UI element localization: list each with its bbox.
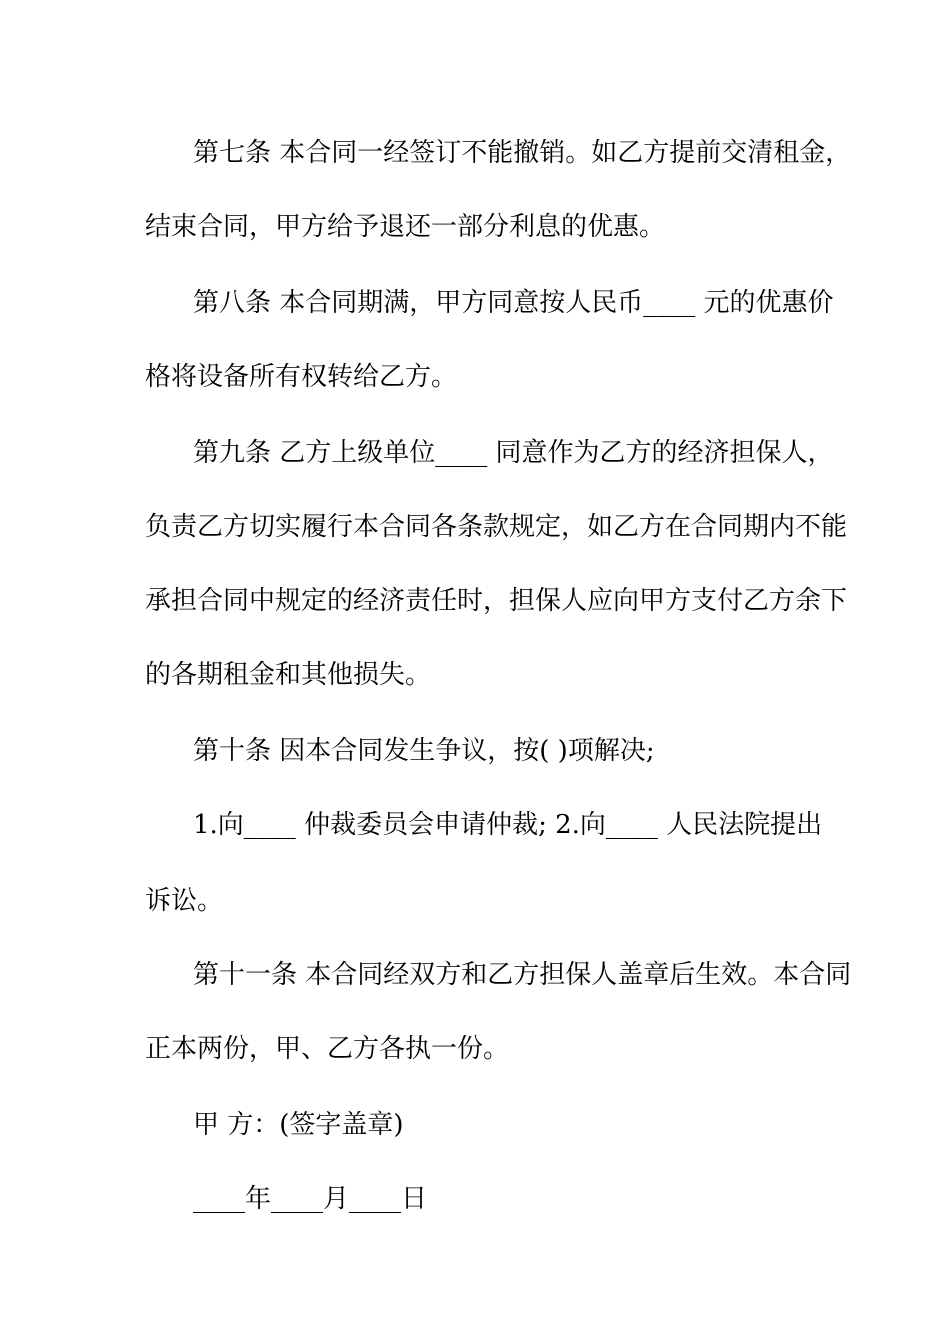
article-9-line-3: 承担合同中规定的经济责任时，担保人应向甲方支付乙方余下 <box>145 586 848 616</box>
date-line: ____年____月____日 <box>193 1184 428 1214</box>
article-9-line-4: 的各期租金和其他损失。 <box>145 660 432 690</box>
article-10-line-1: 第十条 因本合同发生争议，按( )项解决; <box>193 736 655 766</box>
article-9-line-1: 第九条 乙方上级单位____ 同意作为乙方的经济担保人， <box>193 438 834 468</box>
article-8-line-1: 第八条 本合同期满，甲方同意按人民币____ 元的优惠价 <box>193 288 834 318</box>
article-7-line-2: 结束合同，甲方给予退还一部分利息的优惠。 <box>145 212 666 242</box>
party-a-signature-line: 甲 方：(签字盖章) <box>193 1110 404 1140</box>
article-8-line-2: 格将设备所有权转给乙方。 <box>145 362 458 392</box>
article-7-line-1: 第七条 本合同一经签订不能撤销。如乙方提前交清租金， <box>193 138 852 168</box>
article-10-options-line-1: 1.向____ 仲裁委员会申请仲裁; 2.向____ 人民法院提出 <box>193 810 823 840</box>
article-10-options-line-2: 诉讼。 <box>145 886 224 916</box>
article-11-line-1: 第十一条 本合同经双方和乙方担保人盖章后生效。本合同 <box>193 960 852 990</box>
article-11-line-2: 正本两份，甲、乙方各执一份。 <box>145 1034 510 1064</box>
article-9-line-2: 负责乙方切实履行本合同各条款规定，如乙方在合同期内不能 <box>145 512 848 542</box>
